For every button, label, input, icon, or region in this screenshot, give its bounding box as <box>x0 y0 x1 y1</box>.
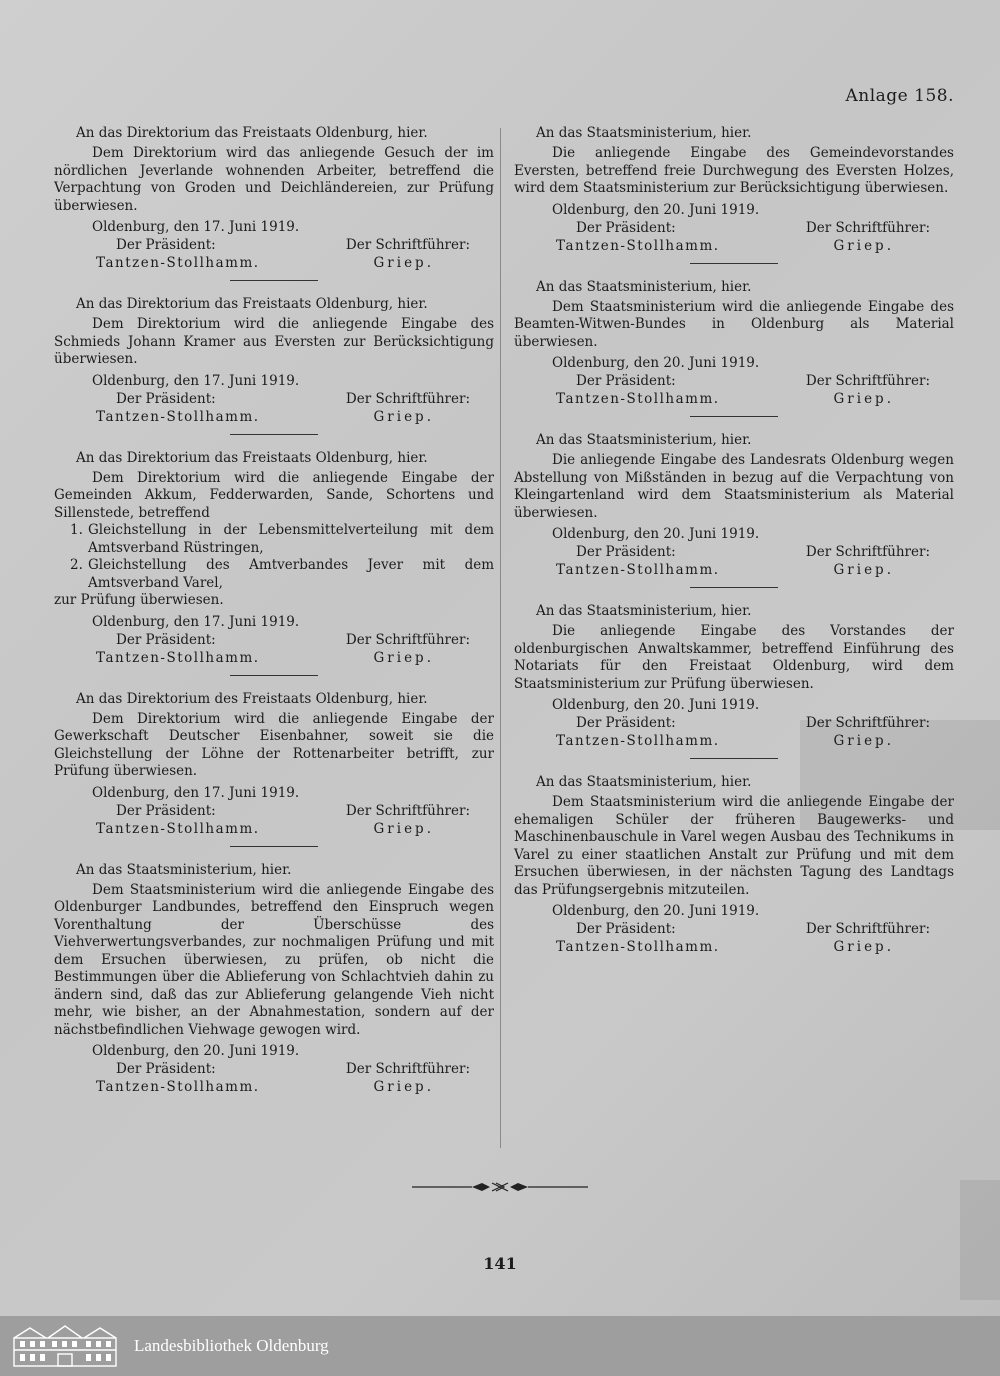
secretary-name: Griep. <box>373 649 434 666</box>
signature-names <box>514 938 954 956</box>
resolution-entry <box>514 773 954 956</box>
signature-labels <box>54 1061 494 1078</box>
signature-names <box>54 408 494 426</box>
page-edge-shadow <box>960 1180 1000 1300</box>
list-item-number: 1. <box>70 522 83 538</box>
entry-separator <box>230 280 318 281</box>
president-label: Der Präsident: <box>576 921 676 937</box>
left-column <box>54 124 494 1102</box>
entry-list <box>54 522 494 592</box>
column-divider <box>500 128 501 1148</box>
footer-bar <box>0 1316 1000 1376</box>
entry-separator <box>690 263 778 264</box>
right-column <box>514 124 954 962</box>
list-item-text: Gleichstellung des Amtverbandes Jever mit dem Amtsverband Varel, <box>88 557 494 591</box>
secretary-name: Griep. <box>833 237 894 254</box>
secretary-label: Der Schriftführer: <box>805 373 930 389</box>
president-name: Tantzen-Stollhamm. <box>556 391 720 407</box>
list-item-text: Gleichstellung in der Lebensmittelverteilung mit dem Amtsverband Rüstringen, <box>88 522 494 556</box>
signature-names <box>54 1078 494 1096</box>
entry-address: An das Direktorium des Freistaats Oldenburg, hier. <box>76 690 428 707</box>
entry-separator <box>230 675 318 676</box>
secretary-label: Der Schriftführer: <box>345 1061 470 1077</box>
entry-body: Dem Direktorium wird die anliegende Eingabe der Gemeinden Akkum, Fedderwarden, Sande, Schortens und Sillenstede, betreffend <box>54 469 494 521</box>
resolution-entry <box>54 124 494 281</box>
secretary-label: Der Schriftführer: <box>345 802 470 819</box>
president-label: Der Präsident: <box>576 544 676 560</box>
entry-date: Oldenburg, den 20. Juni 1919. <box>552 526 760 542</box>
president-name: Tantzen-Stollhamm. <box>556 939 720 955</box>
resolution-entry <box>514 602 954 759</box>
list-item <box>54 522 494 557</box>
entry-body: Die anliegende Eingabe des Landesrats Oldenburg wegen Abstellung von Mißständen in bezug auf die Verpachtung von Kleingartenland wird dem Staatsministerium als Material überwiesen. <box>514 452 954 521</box>
library-name[interactable]: Landesbibliothek Oldenburg <box>134 1336 329 1355</box>
entry-address: An das Staatsministerium, hier. <box>536 774 752 790</box>
entry-address: An das Direktorium das Freistaats Oldenburg, hier. <box>76 125 428 141</box>
president-name: Tantzen-Stollhamm. <box>96 1079 260 1095</box>
entry-date: Oldenburg, den 17. Juni 1919. <box>92 372 300 389</box>
resolution-entry <box>54 449 494 676</box>
signature-names <box>514 390 954 408</box>
entry-address: An das Staatsministerium, hier. <box>76 861 292 878</box>
signature-labels <box>54 237 494 254</box>
entry-body: Dem Direktorium wird die anliegende Eingabe der Gewerkschaft Deutscher Eisenbahner, soweit sie die Gleichstellung der Löhne der Rottenarbeiter betrifft, zur Prüfung überwiesen. <box>54 710 494 779</box>
secretary-name: Griep. <box>373 408 434 425</box>
annex-label: Anlage 158. <box>845 86 954 106</box>
resolution-entry <box>514 124 954 264</box>
signature-labels <box>514 921 954 938</box>
library-building-icon <box>10 1324 120 1368</box>
signature-names <box>54 254 494 272</box>
entry-address: An das Staatsministerium, hier. <box>536 278 752 295</box>
signature-labels <box>54 391 494 408</box>
president-name: Tantzen-Stollhamm. <box>556 733 720 749</box>
entry-date: Oldenburg, den 20. Juni 1919. <box>552 201 760 218</box>
secretary-label: Der Schriftführer: <box>345 390 470 407</box>
entry-body: Die anliegende Eingabe des Vorstandes der oldenburgischen Anwaltskammer, betreffend Einführung des Notariats für den Freistaat Oldenburg, wird dem Staatsministerium zur Prüfung überwiesen. <box>514 623 954 692</box>
secretary-name: Griep. <box>833 562 894 578</box>
president-label: Der Präsident: <box>116 1061 216 1077</box>
secretary-name: Griep. <box>833 939 894 955</box>
resolution-entry <box>54 295 494 435</box>
secretary-name: Griep. <box>833 391 894 407</box>
entry-address: An das Direktorium das Freistaats Oldenburg, hier. <box>76 449 428 466</box>
president-name: Tantzen-Stollhamm. <box>556 237 720 254</box>
entry-date: Oldenburg, den 20. Juni 1919. <box>552 903 760 919</box>
signature-names <box>54 649 494 667</box>
secretary-label: Der Schriftführer: <box>805 921 930 937</box>
secretary-label: Der Schriftführer: <box>805 544 930 560</box>
list-item-number: 2. <box>70 557 83 573</box>
secretary-name: Griep. <box>373 1079 434 1095</box>
entry-body: Dem Staatsministerium wird die anliegende Eingabe des Oldenburger Landbundes, betreffend den Einspruch wegen Vorenthaltung der Überschüsse des Viehverwertungsverbandes, zur nochmaligen Prüfung und mit dem Ersuchen überwiesen, zu prüfen, ob nicht die Bestimmungen über die Ablieferung von Schlachtvieh dahin zu ändern sind, daß das zur Ablieferung gelangende Vieh nicht mehr, wie bisher, an der Abnahmestation, sondern auf der nächstbefindlichen Viehwage gewogen wird. <box>54 881 494 1038</box>
decorative-divider-icon <box>410 1180 590 1194</box>
entry-separator <box>690 416 778 417</box>
resolution-entry <box>54 861 494 1097</box>
president-label: Der Präsident: <box>576 715 676 731</box>
list-item <box>54 557 494 592</box>
president-name: Tantzen-Stollhamm. <box>96 820 260 837</box>
entry-separator <box>690 758 778 759</box>
signature-names <box>514 237 954 255</box>
resolution-entry <box>514 431 954 588</box>
entry-address: An das Direktorium das Freistaats Oldenburg, hier. <box>76 296 428 312</box>
president-label: Der Präsident: <box>116 631 216 648</box>
signature-labels <box>514 544 954 561</box>
secretary-label: Der Schriftführer: <box>805 715 930 731</box>
secretary-name: Griep. <box>833 733 894 749</box>
signature-labels <box>514 715 954 732</box>
entry-body: Dem Direktorium wird das anliegende Gesuch der im nördlichen Jeverlande wohnenden Arbeiter, betreffend die Verpachtung von Groden und Deichländereien, zur Prüfung überwiesen. <box>54 145 494 214</box>
entry-date: Oldenburg, den 17. Juni 1919. <box>92 219 300 235</box>
secretary-label: Der Schriftführer: <box>345 237 470 253</box>
entry-body: Die anliegende Eingabe des Gemeindevorstandes Eversten, betreffend freie Durchwegung des Eversten Holzes, wird dem Staatsministerium zur Berücksichtigung überwiesen. <box>514 145 954 196</box>
signature-labels <box>54 632 494 649</box>
entry-separator <box>230 846 318 847</box>
secretary-name: Griep. <box>373 255 434 271</box>
entry-body: Dem Staatsministerium wird die anliegende Eingabe der ehemaligen Schüler der früheren Baugewerks- und Maschinenbauschule in Varel wegen Ausbau des Technikums in Varel zu einer staatlichen Anstalt zur Prüfung und mit dem Ersuchen überwiesen, in der nächsten Tagung des Landtags das Prüfungsergebnis mitzuteilen. <box>514 794 954 898</box>
page-number: 141 <box>483 1254 517 1273</box>
entry-list-outro: zur Prüfung überwiesen. <box>54 592 224 608</box>
president-label: Der Präsident: <box>576 219 676 236</box>
entry-date: Oldenburg, den 20. Juni 1919. <box>92 1043 300 1059</box>
president-label: Der Präsident: <box>116 237 216 253</box>
president-name: Tantzen-Stollhamm. <box>96 649 260 666</box>
entry-date: Oldenburg, den 17. Juni 1919. <box>92 613 300 630</box>
signature-names <box>514 732 954 750</box>
president-label: Der Präsident: <box>576 373 676 389</box>
president-name: Tantzen-Stollhamm. <box>96 408 260 425</box>
signature-names <box>514 561 954 579</box>
president-name: Tantzen-Stollhamm. <box>556 562 720 578</box>
president-name: Tantzen-Stollhamm. <box>96 255 260 271</box>
entry-date: Oldenburg, den 20. Juni 1919. <box>552 697 760 713</box>
secretary-label: Der Schriftführer: <box>805 219 930 236</box>
resolution-entry <box>54 690 494 847</box>
signature-labels <box>514 220 954 237</box>
signature-labels <box>54 803 494 820</box>
entry-address: An das Staatsministerium, hier. <box>536 603 752 619</box>
entry-address: An das Staatsministerium, hier. <box>536 432 752 448</box>
entry-date: Oldenburg, den 20. Juni 1919. <box>552 355 760 371</box>
entry-body: Dem Direktorium wird die anliegende Eingabe des Schmieds Johann Kramer aus Eversten zur Berücksichtigung überwiesen. <box>54 316 494 367</box>
president-label: Der Präsident: <box>116 390 216 407</box>
entry-separator <box>230 434 318 435</box>
secretary-label: Der Schriftführer: <box>345 631 470 648</box>
entry-date: Oldenburg, den 17. Juni 1919. <box>92 784 300 801</box>
entry-address: An das Staatsministerium, hier. <box>536 125 752 141</box>
signature-labels <box>514 373 954 390</box>
secretary-name: Griep. <box>373 820 434 837</box>
president-label: Der Präsident: <box>116 802 216 819</box>
entry-separator <box>690 587 778 588</box>
resolution-entry <box>514 278 954 418</box>
signature-names <box>54 820 494 838</box>
entry-body: Dem Staatsministerium wird die anliegende Eingabe des Beamten-Witwen-Bundes in Oldenburg als Material überwiesen. <box>514 298 954 350</box>
